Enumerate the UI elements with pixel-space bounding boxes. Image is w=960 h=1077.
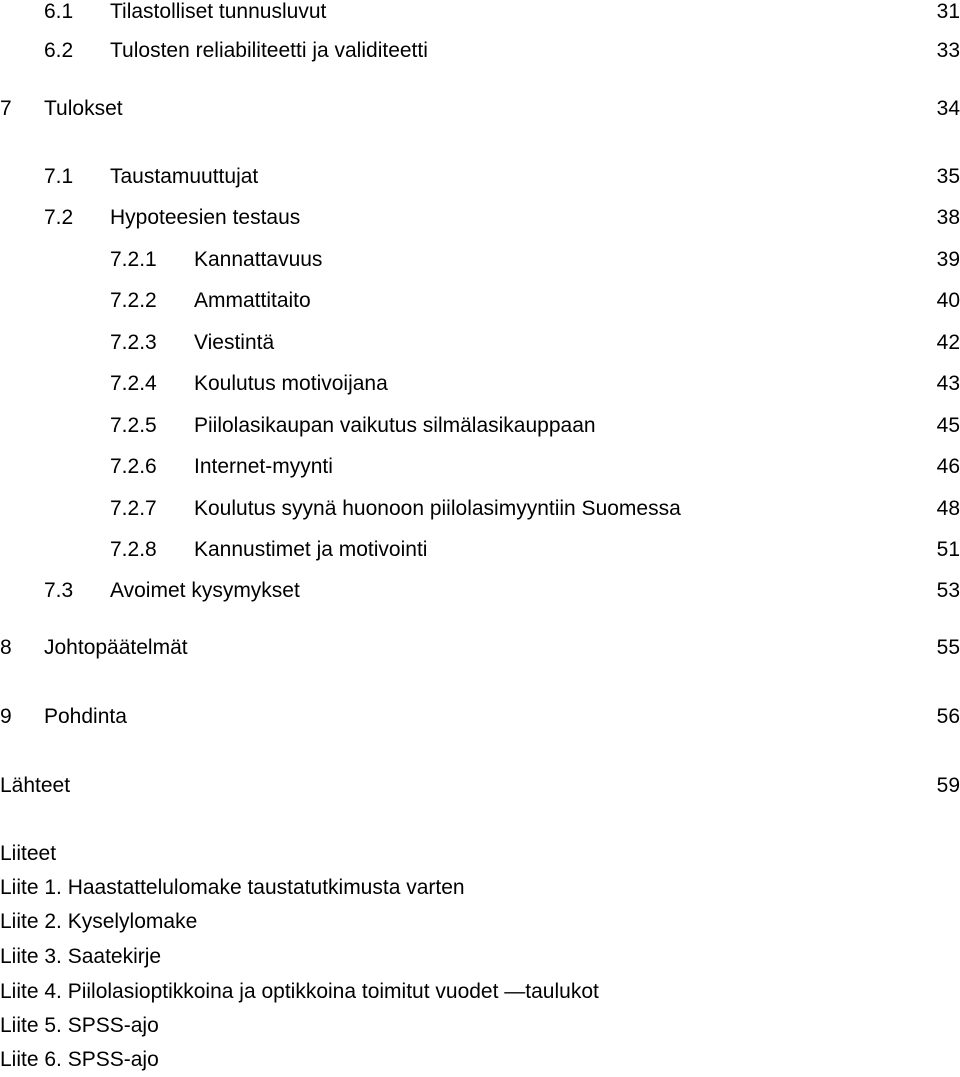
toc-entry-title: Taustamuuttujat (110, 165, 259, 188)
toc-entry[interactable] (0, 495, 960, 523)
toc-entry-title: Avoimet kysymykset (110, 579, 300, 602)
toc-entry-page: 53 (936, 579, 960, 602)
toc-entry-page: 42 (936, 331, 960, 354)
toc-entry-page: 56 (936, 705, 960, 728)
toc-entry-page: 38 (936, 206, 960, 229)
toc-entry[interactable] (0, 577, 960, 605)
toc-entry[interactable] (0, 287, 960, 315)
toc-entry-number: 7.2.5 (110, 414, 157, 437)
toc-entry-number: 7.3 (44, 579, 74, 602)
appendix-item[interactable]: Liite 3. Saatekirje (0, 945, 162, 968)
appendix-item[interactable]: Liite 6. SPSS-ajo (0, 1048, 159, 1071)
toc-entry-title: Piilolasikaupan vaikutus silmälasikauppaan (194, 414, 596, 437)
toc-entry[interactable] (0, 772, 960, 800)
toc-entry[interactable] (0, 204, 960, 232)
toc-entry-page: 40 (936, 289, 960, 312)
toc-entry-title: Lähteet (0, 774, 71, 797)
appendix-item[interactable]: Liite 5. SPSS-ajo (0, 1014, 159, 1037)
toc-entry-page: 43 (936, 372, 960, 395)
toc-entry-number: 7.1 (44, 165, 74, 188)
toc-entry-page: 33 (936, 39, 960, 62)
toc-entry-page: 46 (936, 455, 960, 478)
toc-entry[interactable] (0, 536, 960, 564)
toc-entry-title: Hypoteesien testaus (110, 206, 301, 229)
toc-entry-number: 7.2 (44, 206, 74, 229)
toc-entry[interactable] (0, 453, 960, 481)
toc-entry[interactable] (0, 634, 960, 662)
toc-entry[interactable] (0, 95, 960, 123)
toc-entry-number: 7 (0, 97, 12, 120)
toc-entry[interactable] (0, 329, 960, 357)
toc-entry-page: 51 (936, 538, 960, 561)
toc-entry[interactable] (0, 370, 960, 398)
toc-entry-page: 45 (936, 414, 960, 437)
toc-entry-page: 34 (936, 97, 960, 120)
toc-entry-number: 7.2.1 (110, 248, 157, 271)
toc-entry[interactable] (0, 163, 960, 191)
toc-entry-title: Johtopäätelmät (44, 636, 188, 659)
appendix-item[interactable]: Liite 1. Haastattelulomake taustatutkimusta varten (0, 876, 465, 899)
toc-entry-title: Pohdinta (44, 705, 127, 728)
toc-entry-number: 6.2 (44, 39, 74, 62)
toc-entry-number: 7.2.4 (110, 372, 157, 395)
appendix-item[interactable]: Liite 2. Kyselylomake (0, 910, 198, 933)
toc-entry-number: 7.2.8 (110, 538, 157, 561)
toc-entry-page: 31 (936, 0, 960, 23)
toc-entry-number: 7.2.6 (110, 455, 157, 478)
appendices-heading: Liiteet (0, 842, 57, 865)
toc-entry-page: 55 (936, 636, 960, 659)
toc-entry-number: 7.2.7 (110, 497, 157, 520)
toc-entry[interactable] (0, 246, 960, 274)
toc-entry-number: 9 (0, 705, 12, 728)
toc-entry-title: Viestintä (194, 331, 275, 354)
toc-entry-page: 35 (936, 165, 960, 188)
appendix-item[interactable]: Liite 4. Piilolasioptikkoina ja optikkoina toimitut vuodet —taulukot (0, 980, 599, 1003)
toc-entry-number: 6.1 (44, 0, 74, 23)
toc-entry-page: 39 (936, 248, 960, 271)
toc-entry[interactable] (0, 703, 960, 731)
toc-entry-number: 7.2.3 (110, 331, 157, 354)
toc-entry-title: Tulosten reliabiliteetti ja validiteetti (110, 39, 428, 62)
toc-entry-title: Ammattitaito (194, 289, 311, 312)
toc-entry-page: 48 (936, 497, 960, 520)
toc-entry-title: Tilastolliset tunnusluvut (110, 0, 327, 23)
toc-entry[interactable] (0, 412, 960, 440)
toc-entry-title: Tulokset (44, 97, 123, 120)
toc-entry-title: Internet-myynti (194, 455, 333, 478)
toc-entry-title: Koulutus motivoijana (194, 372, 388, 395)
toc-entry[interactable] (0, 0, 960, 26)
toc-entry-page: 59 (936, 774, 960, 797)
toc-entry[interactable] (0, 37, 960, 65)
toc-entry-number: 8 (0, 636, 12, 659)
toc-entry-title: Koulutus syynä huonoon piilolasimyyntiin Suomessa (194, 497, 681, 520)
toc-entry-title: Kannattavuus (194, 248, 323, 271)
toc-entry-title: Kannustimet ja motivointi (194, 538, 428, 561)
toc-entry-number: 7.2.2 (110, 289, 157, 312)
